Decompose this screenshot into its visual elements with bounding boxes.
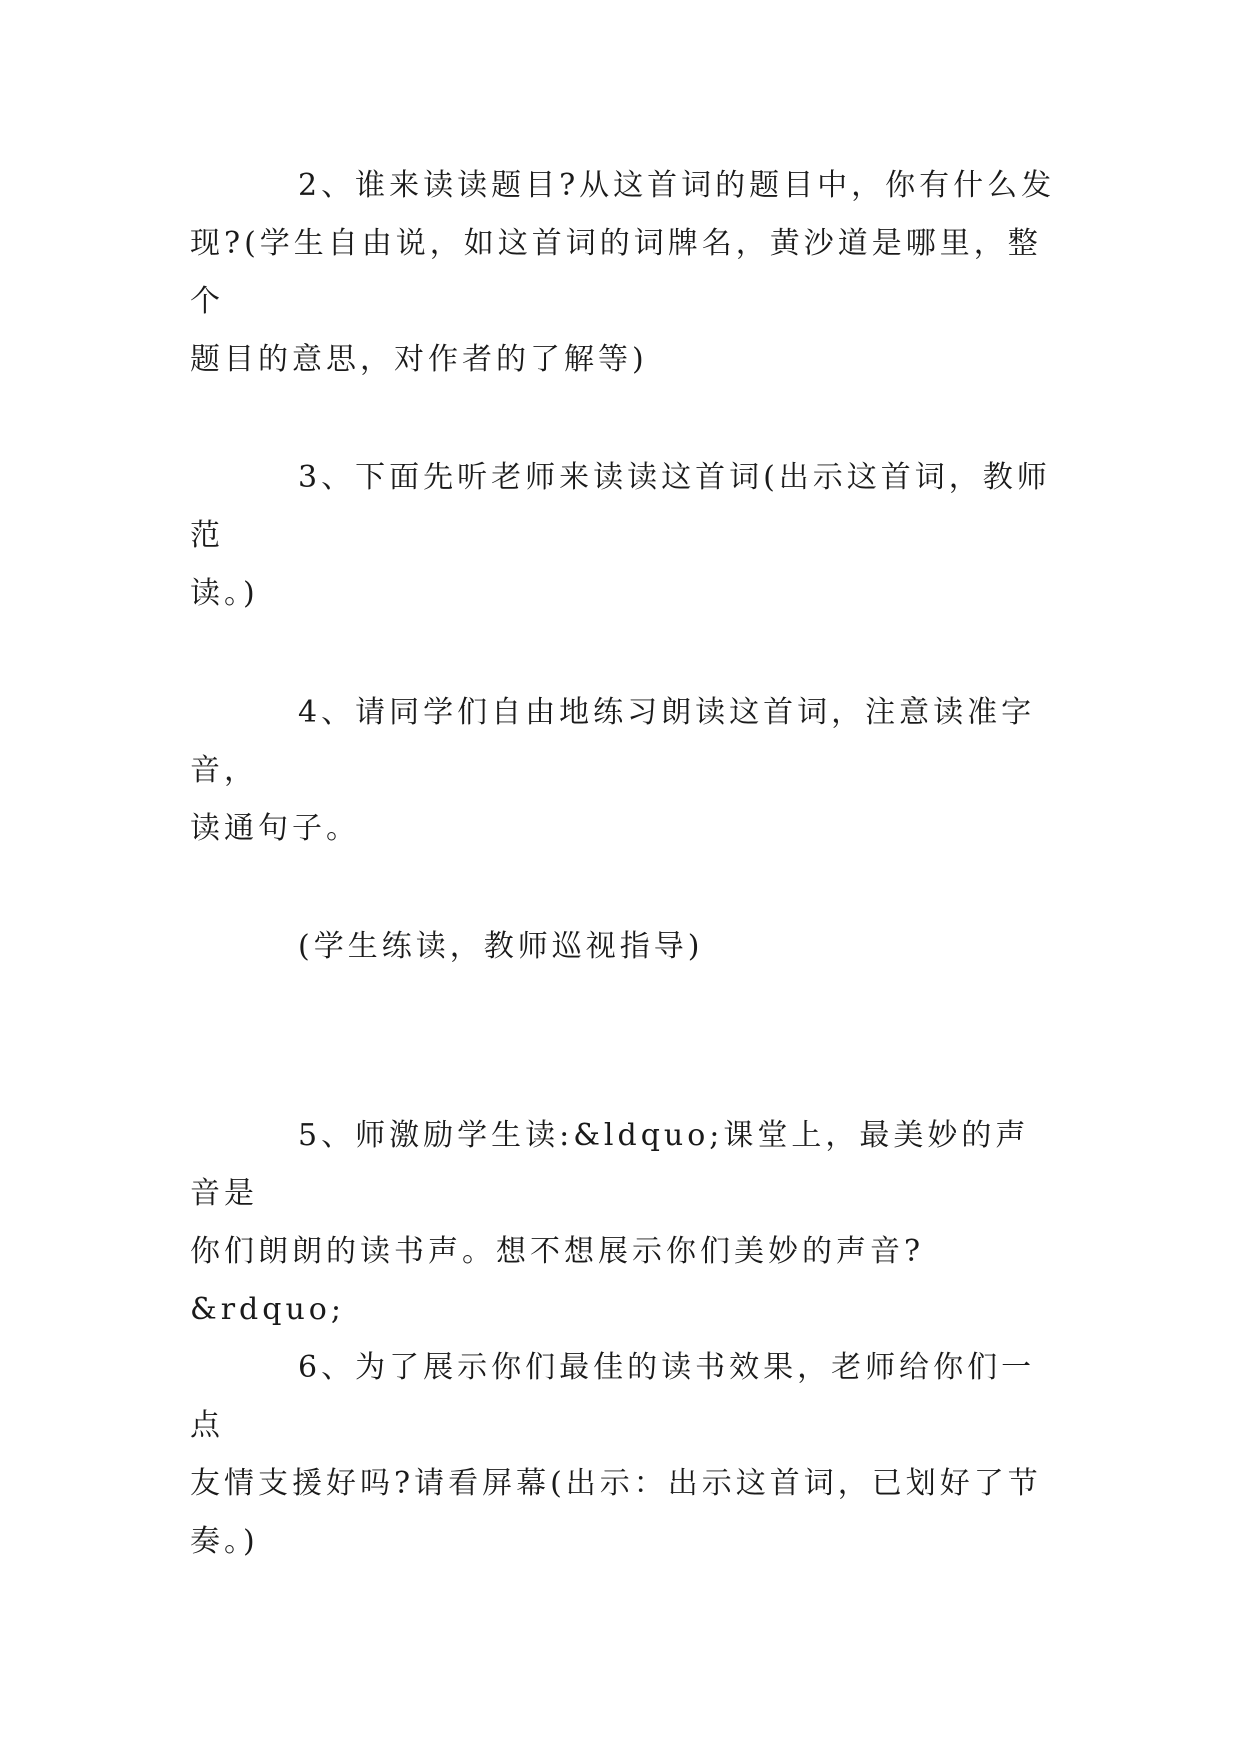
text-line: 友情支援好吗?请看屏幕(出示：出示这首词，已划好了节 bbox=[190, 1466, 1042, 1501]
text-line: 读。) bbox=[190, 576, 259, 611]
text-line: 读通句子。 bbox=[190, 811, 360, 846]
text-line: 你们朗朗的读书声。想不想展示你们美妙的声音?&rdquo; bbox=[190, 1234, 925, 1327]
text-line: 现?(学生自由说，如这首词的词牌名，黄沙道是哪里，整个 bbox=[190, 226, 1042, 319]
paragraph-5 bbox=[190, 1107, 1060, 1339]
paragraph-note bbox=[190, 918, 1060, 976]
text-line: 5、师激励学生读:&ldquo;课堂上，最美妙的声音是 bbox=[190, 1118, 1030, 1211]
text-line: 6、为了展示你们最佳的读书效果，老师给你们一点 bbox=[190, 1350, 1036, 1443]
text-line: 4、请同学们自由地练习朗读这首词，注意读准字音， bbox=[190, 695, 1036, 788]
paragraph-3 bbox=[190, 449, 1060, 623]
paragraph-4 bbox=[190, 684, 1060, 858]
paragraph-6 bbox=[190, 1339, 1060, 1571]
text-line: 3、下面先听老师来读读这首词(出示这首词，教师范 bbox=[190, 460, 1051, 553]
paragraph-2 bbox=[190, 157, 1060, 389]
text-line: 2、谁来读读题目?从这首词的题目中，你有什么发 bbox=[298, 168, 1056, 203]
text-line: 题目的意思，对作者的了解等) bbox=[190, 342, 648, 377]
text-line: (学生练读，教师巡视指导) bbox=[298, 929, 704, 964]
text-line: 奏。) bbox=[190, 1524, 259, 1559]
